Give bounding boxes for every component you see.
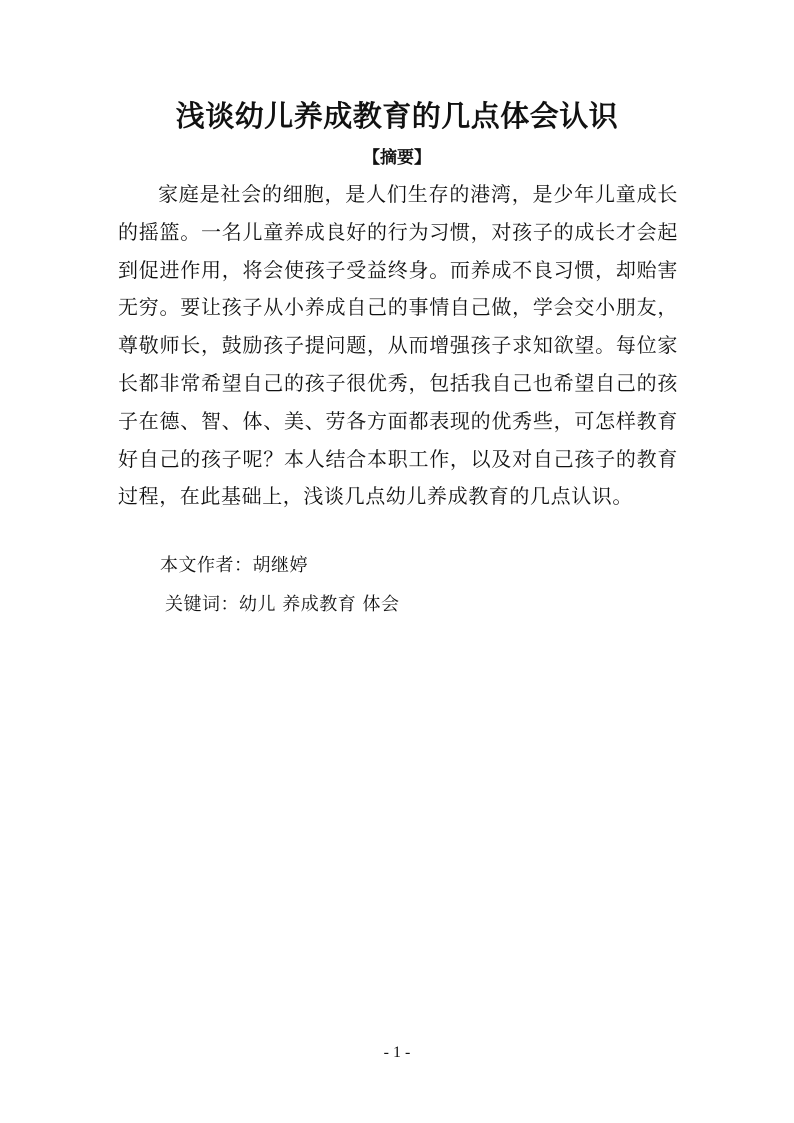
document-title: 浅谈幼儿养成教育的几点体会认识: [175, 99, 619, 133]
author-line: 本文作者：胡继婷: [160, 555, 308, 576]
abstract-paragraph: 家庭是社会的细胞，是人们生存的港湾，是少年儿童成长的摇篮。一名儿童养成良好的行为习惯，对孩子的成长才会起到促进作用，将会使孩子受益终身。而养成不良习惯，却贻害无穷。要让孩子从小养成自己的事情自己做，学会交小朋友，尊敬师长，鼓励孩子提问题，从而增强孩子求知欲望。每位家长都非常希望自己的孩子很优秀，包括我自己也希望自己的孩子在德、智、体、美、劳各方面都表现的优秀些，可怎样教育好自己的孩子呢？本人结合本职工作，以及对自己孩子的教育过程，在此基础上，浅谈几点幼儿养成教育的几点认识。: [118, 182, 678, 509]
keywords-line: 关键词：幼儿 养成教育 体会: [165, 594, 400, 615]
page-number: - 1 -: [383, 1044, 411, 1061]
abstract-heading: 【摘要】: [363, 148, 431, 168]
